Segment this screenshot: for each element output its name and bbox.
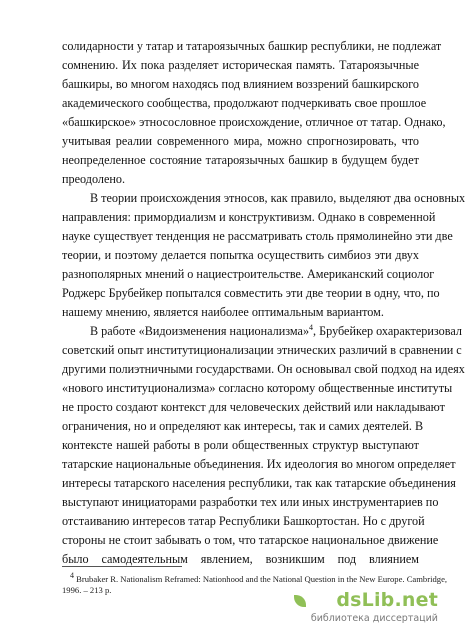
text-line: неопределенное состояние татароязычных башкир в будущем будет	[62, 153, 419, 167]
text-line: разнополярных мнений о нациестроительстве. Американский социолог	[62, 267, 435, 281]
text-line: башкиры, во многом находясь под влиянием воззрений башкирского	[62, 77, 419, 91]
text-line: выступают инициаторами разработки тех или иных инструментариев по	[62, 495, 439, 509]
text-line: «нового институционализма» согласно которому общественные институты	[62, 381, 453, 395]
leaf-icon	[294, 595, 306, 607]
watermark[interactable]	[308, 589, 438, 629]
footnote-divider	[62, 566, 182, 567]
text-line: контексте нашей работы в роли общественных структур выступают	[62, 438, 419, 452]
text-line: ограничения, но и определяют как интересы, так и самих деятелей. В	[62, 419, 424, 433]
text-line: солидарности у татар и татароязычных башкир республики, не подлежат	[62, 39, 442, 53]
paragraph-start-line: В теории происхождения этносов, как правило, выделяют два основных	[90, 191, 465, 205]
footnote-text: Brubaker R. Nationalism Reframed: Nationhood and the National Question in the New Europe. Cambridge,	[76, 574, 448, 584]
text-line: науке существует тенденция не рассматривать столь прямолинейно эти две	[62, 229, 453, 243]
footnote-number: 4	[70, 571, 74, 581]
text-line: другими полиэтничными государствами. Он основывал свой подход на идеях	[62, 362, 465, 376]
text-line: нашему мнению, является наиболее оптимальным вариантом.	[62, 305, 384, 319]
text-line: теории, и поэтому делается попытка осуществить симбиоз эти двух	[62, 248, 419, 262]
text-line: сомнению. Их пока разделяет историческая память. Татароязычные	[62, 58, 419, 72]
text-line: советский опыт институтиционализации этнических различий в сравнении с	[62, 343, 462, 357]
watermark-logo: dsLib.net	[336, 589, 438, 611]
watermark-subtitle: библиотека диссертаций	[310, 613, 438, 624]
text-line: татарские национальные объединения. Их идеология во многом определяет	[62, 457, 456, 471]
text-line: преодолено.	[62, 172, 126, 186]
text-line: интересы татарского населения республики, так как татарские объединения	[62, 476, 456, 490]
text-line: отстаиванию интересов татар Республики Башкортостан. Но с другой	[62, 514, 425, 528]
text-line: «башкирское» этносословное происхождение, отличное от татар. Однако,	[62, 115, 446, 129]
paragraph-start-line	[90, 322, 462, 340]
text-line: Роджерс Брубейкер попытался совместить эти две теории в одну, что, по	[62, 286, 440, 300]
footnote-ref[interactable]: 4	[309, 322, 314, 332]
text-segment: , Брубейкер охарактеризовал	[313, 324, 462, 338]
text-segment: В работе «Видоизменения национализма»	[90, 324, 310, 338]
text-line: учитывая реалии современного мира, можно спрогнозировать, что	[62, 134, 419, 148]
text-line: не просто создают контекст для человеческих действий или накладывают	[62, 400, 445, 414]
text-line: стороны не стоит забывать о том, что татарское национальное движение	[62, 533, 439, 547]
footnote-line	[70, 571, 448, 585]
text-line: было самодеятельным явлением, возникшим под влиянием	[62, 552, 419, 566]
text-line: академического сообщества, продолжают подчеркивать свое прошлое	[62, 96, 427, 110]
text-line: направления: примордиализм и конструктивизм. Однако в современной	[62, 210, 436, 224]
footnote-line-continued: 1996. – 213 p.	[62, 585, 112, 595]
